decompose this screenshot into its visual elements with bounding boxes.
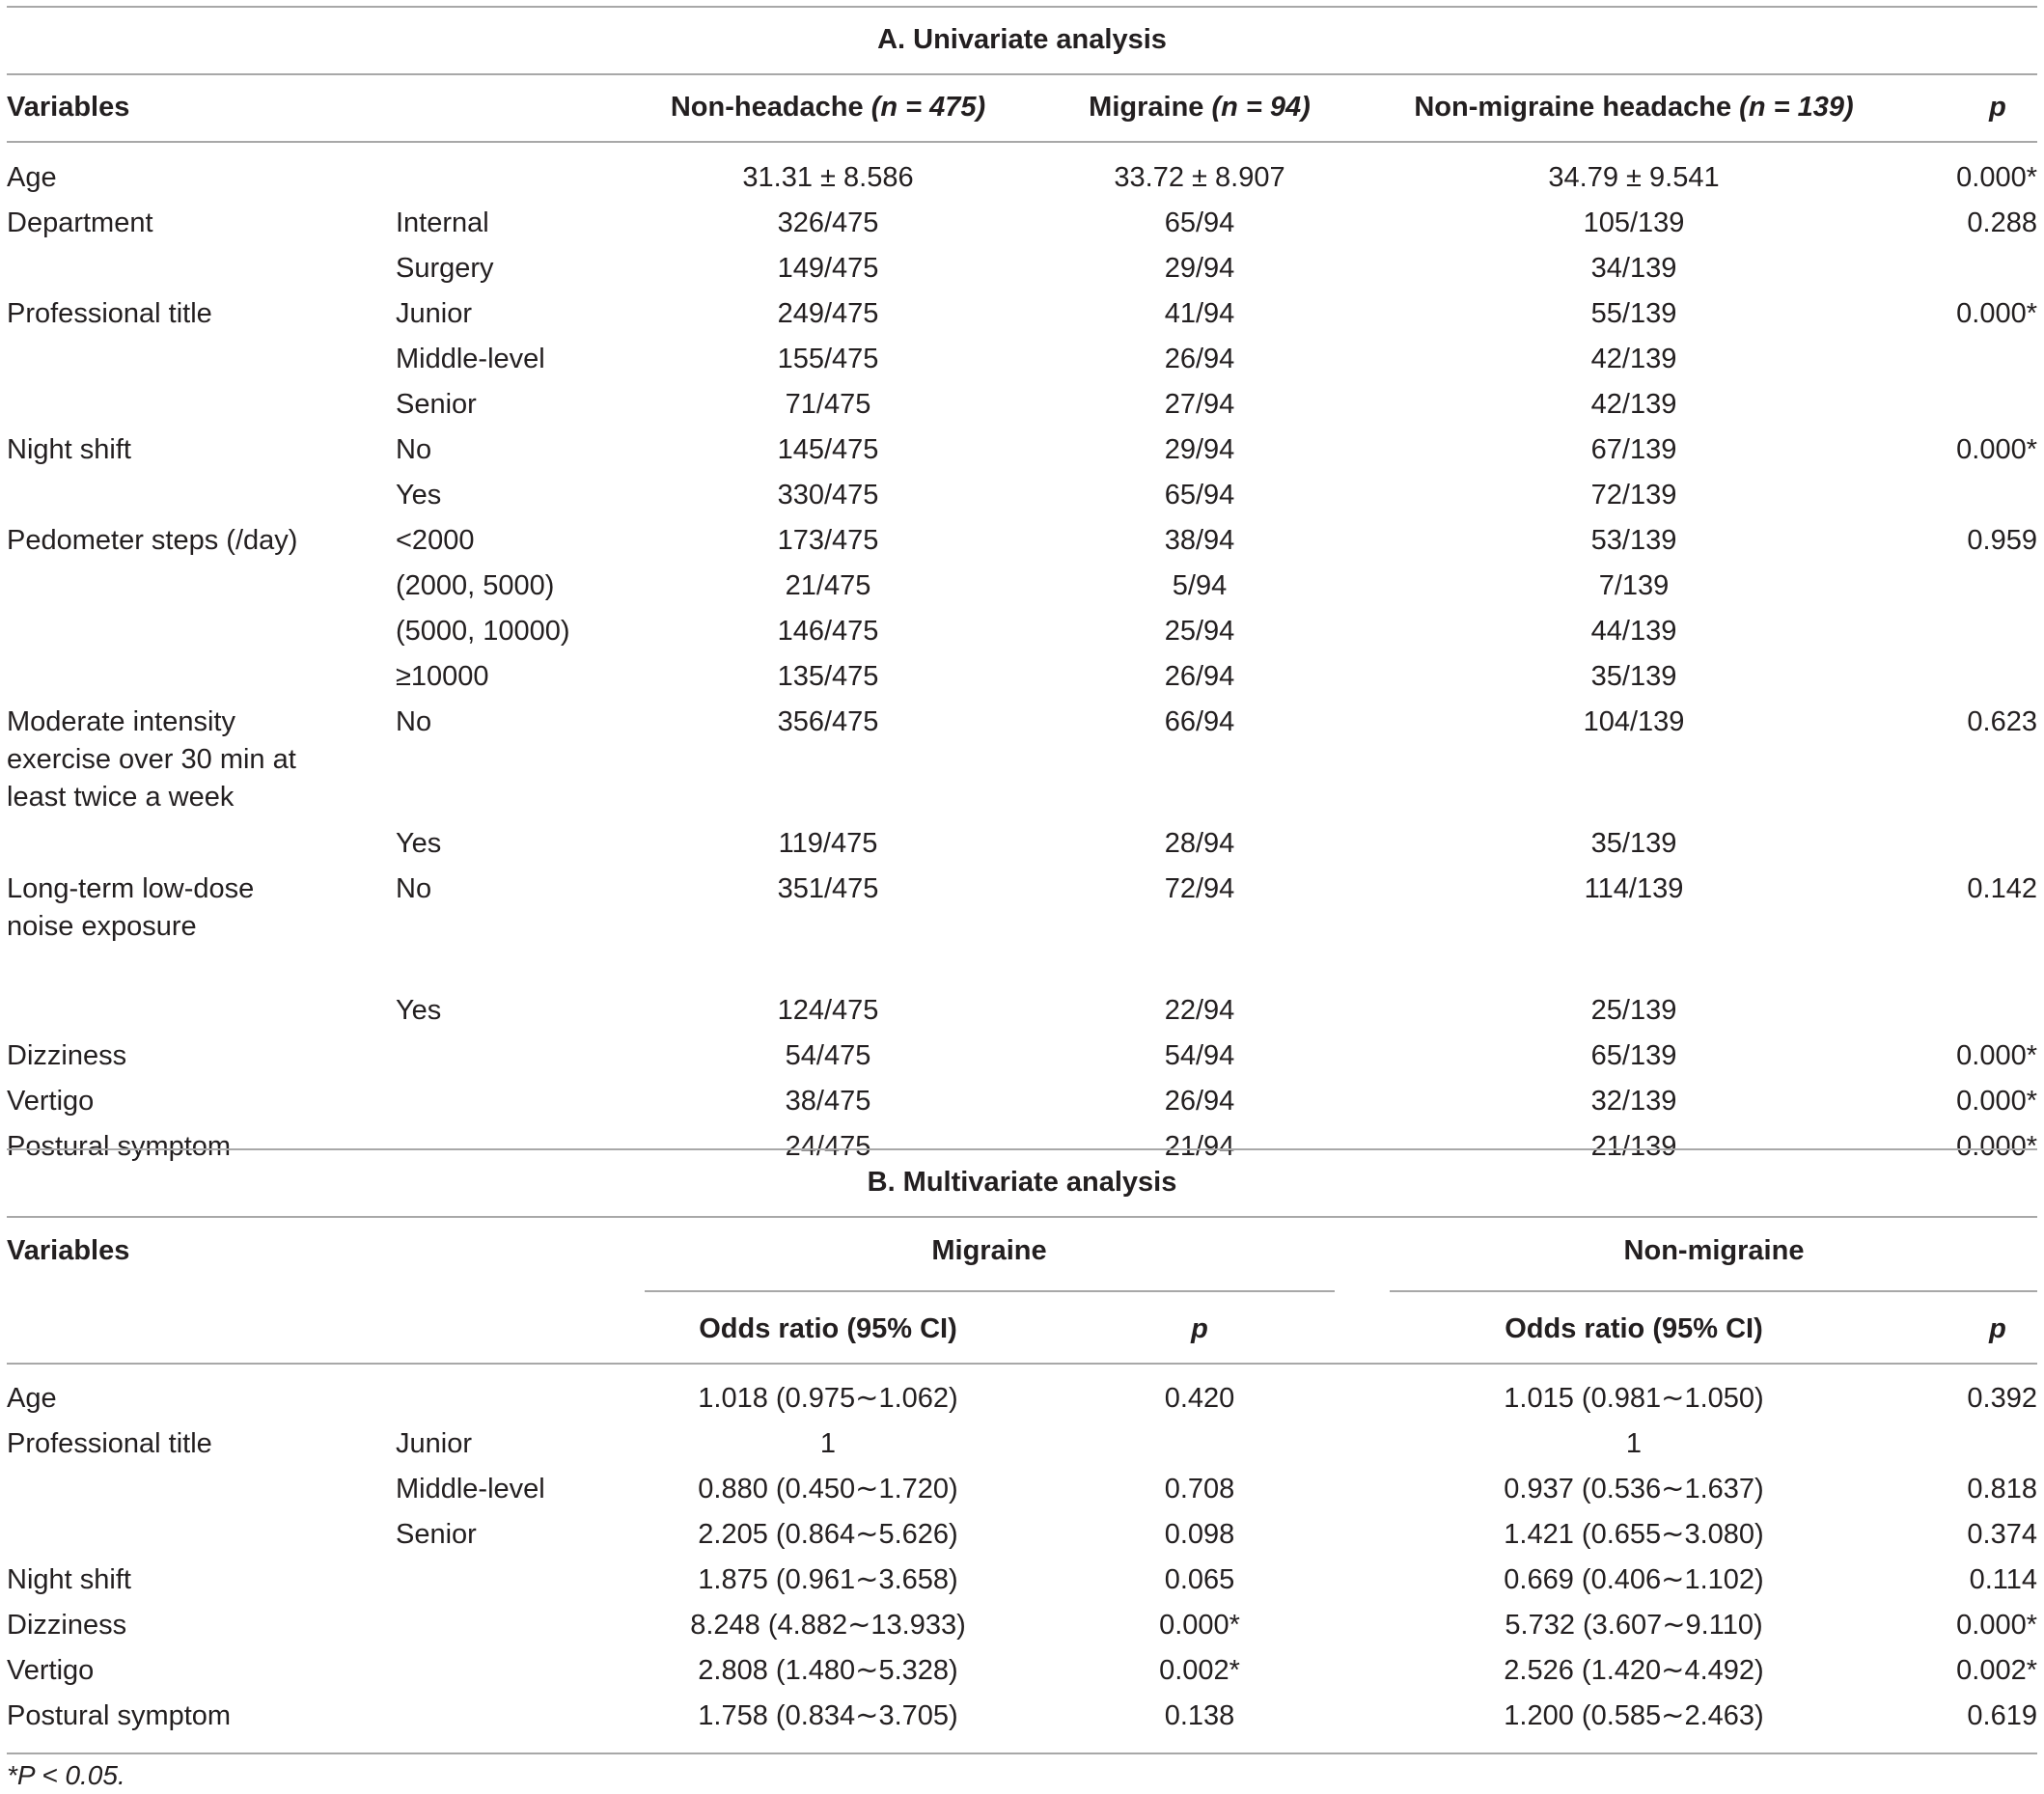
row-b-p-non-migraine: 0.818 (1967, 1474, 2037, 1504)
row-b-p-non-migraine: 0.000* (1956, 1610, 2037, 1641)
row-migraine-value: 65/94 (1164, 207, 1235, 238)
row-b-p-migraine: 0.708 (1164, 1474, 1235, 1504)
header-b-or-migraine: Odds ratio (95% CI) (699, 1313, 957, 1344)
header-variables: Variables (7, 92, 130, 123)
row-b-odds-ratio-migraine: 1.018 (0.975∼1.062) (698, 1383, 958, 1414)
row-migraine-value: 22/94 (1164, 995, 1235, 1026)
row-b-odds-ratio-non-migraine: 1.015 (0.981∼1.050) (1504, 1383, 1764, 1414)
row-b-p-non-migraine: 0.619 (1967, 1700, 2037, 1731)
row-non-headache-value: 330/475 (777, 480, 879, 511)
row-variable-label: Vertigo (7, 1086, 95, 1117)
row-p-value: 0.000* (1956, 298, 2037, 329)
row-variable-label: Professional title (7, 298, 212, 329)
row-b-odds-ratio-migraine: 0.880 (0.450∼1.720) (698, 1474, 958, 1504)
row-non-migraine-headache-value: 34.79 ± 9.541 (1548, 162, 1720, 193)
row-b-subgroup-label: Middle-level (396, 1474, 545, 1504)
row-b-odds-ratio-non-migraine: 0.669 (0.406∼1.102) (1504, 1564, 1764, 1595)
row-migraine-value: 26/94 (1164, 1086, 1235, 1117)
header-migraine-n: (n = 94) (1211, 92, 1311, 123)
row-migraine-value: 72/94 (1164, 873, 1235, 904)
row-non-migraine-headache-value: 42/139 (1590, 344, 1677, 374)
header-non-headache-label: Non-headache (670, 92, 864, 123)
row-b-odds-ratio-migraine: 2.205 (0.864∼5.626) (698, 1519, 958, 1550)
row-non-migraine-headache-value: 25/139 (1590, 995, 1677, 1026)
row-non-headache-value: 31.31 ± 8.586 (742, 162, 914, 193)
row-subgroup-label: No (396, 873, 432, 904)
row-subgroup-label: Yes (396, 995, 442, 1026)
row-b-p-migraine: 0.000* (1159, 1610, 1240, 1641)
header-non-migraine-headache-n: (n = 139) (1739, 92, 1854, 123)
row-non-migraine-headache-value: 44/139 (1590, 616, 1677, 647)
header-non-headache-n: (n = 475) (870, 92, 986, 123)
header-migraine-label: Migraine (1089, 92, 1204, 123)
row-variable-label: Dizziness (7, 1040, 127, 1071)
row-migraine-value: 38/94 (1164, 525, 1235, 556)
row-migraine-value: 41/94 (1164, 298, 1235, 329)
row-b-odds-ratio-non-migraine: 0.937 (0.536∼1.637) (1504, 1474, 1764, 1504)
row-migraine-value: 26/94 (1164, 661, 1235, 692)
row-variable-label: Age (7, 162, 57, 193)
section-b-header-rule (7, 1363, 2037, 1365)
row-non-headache-value: 356/475 (777, 706, 879, 737)
row-b-p-migraine: 0.138 (1164, 1700, 1235, 1731)
row-subgroup-label: Internal (396, 207, 489, 238)
header-p-label: p (1989, 92, 2006, 123)
row-non-headache-value: 149/475 (777, 253, 879, 284)
row-b-odds-ratio-non-migraine: 2.526 (1.420∼4.492) (1504, 1655, 1764, 1686)
row-non-headache-value: 38/475 (785, 1086, 871, 1117)
row-subgroup-label: Middle-level (396, 344, 545, 374)
non-migraine-group-rule (1390, 1290, 2037, 1292)
row-p-value: 0.000* (1956, 1040, 2037, 1071)
row-b-odds-ratio-migraine: 8.248 (4.882∼13.933) (690, 1610, 966, 1641)
row-non-headache-value: 21/475 (785, 570, 871, 601)
row-b-p-non-migraine: 0.374 (1967, 1519, 2037, 1550)
row-b-variable-label: Postural symptom (7, 1700, 232, 1731)
row-non-migraine-headache-value: 72/139 (1590, 480, 1677, 511)
row-subgroup-label: Junior (396, 298, 472, 329)
row-p-value: 0.959 (1967, 525, 2037, 556)
row-b-variable-label: Dizziness (7, 1610, 127, 1641)
row-p-value: 0.000* (1956, 1086, 2037, 1117)
row-migraine-value: 26/94 (1164, 344, 1235, 374)
section-a-title-rule (7, 73, 2037, 75)
row-non-migraine-headache-value: 55/139 (1590, 298, 1677, 329)
row-non-migraine-headache-value: 105/139 (1583, 207, 1685, 238)
row-migraine-value: 25/94 (1164, 616, 1235, 647)
row-p-value: 0.623 (1967, 706, 2037, 737)
migraine-group-rule (645, 1290, 1335, 1292)
row-non-headache-value: 54/475 (785, 1040, 871, 1071)
row-subgroup-label: No (396, 434, 432, 465)
header-migraine (1089, 89, 1311, 126)
row-non-migraine-headache-value: 34/139 (1590, 253, 1677, 284)
header-b-p-migraine-label: p (1191, 1313, 1208, 1344)
row-non-headache-value: 24/475 (785, 1131, 871, 1162)
row-b-p-non-migraine: 0.002* (1956, 1655, 2037, 1686)
header-b-variables: Variables (7, 1235, 130, 1266)
row-non-headache-value: 135/475 (777, 661, 879, 692)
row-b-subgroup-label: Junior (396, 1428, 472, 1459)
row-b-odds-ratio-non-migraine: 1.200 (0.585∼2.463) (1504, 1700, 1764, 1731)
row-p-value: 0.000* (1956, 434, 2037, 465)
section-b-top-rule (7, 1148, 2037, 1150)
row-migraine-value: 66/94 (1164, 706, 1235, 737)
row-migraine-value: 65/94 (1164, 480, 1235, 511)
row-non-migraine-headache-value: 67/139 (1590, 434, 1677, 465)
row-non-headache-value: 173/475 (777, 525, 879, 556)
header-b-p-non-migraine-label: p (1989, 1313, 2006, 1344)
row-b-odds-ratio-migraine: 2.808 (1.480∼5.328) (698, 1655, 958, 1686)
header-non-migraine-headache-label: Non-migraine headache (1414, 92, 1732, 123)
row-migraine-value: 29/94 (1164, 434, 1235, 465)
section-b-title-rule (7, 1216, 2037, 1218)
row-non-migraine-headache-value: 65/139 (1590, 1040, 1677, 1071)
row-p-value: 0.142 (1967, 873, 2037, 904)
row-migraine-value: 28/94 (1164, 828, 1235, 859)
row-non-migraine-headache-value: 35/139 (1590, 828, 1677, 859)
row-migraine-value: 54/94 (1164, 1040, 1235, 1071)
footnote: *P < 0.05. (7, 1760, 125, 1790)
header-b-migraine: Migraine (931, 1235, 1047, 1266)
row-non-migraine-headache-value: 32/139 (1590, 1086, 1677, 1117)
header-b-p-migraine (1191, 1311, 1208, 1348)
row-non-headache-value: 155/475 (777, 344, 879, 374)
top-rule (7, 6, 2037, 8)
row-p-value: 0.000* (1956, 162, 2037, 193)
row-non-headache-value: 71/475 (785, 389, 871, 420)
header-b-p-non-migraine (1989, 1311, 2006, 1348)
row-b-odds-ratio-non-migraine: 1 (1625, 1428, 1643, 1459)
row-non-migraine-headache-value: 35/139 (1590, 661, 1677, 692)
row-b-p-migraine: 0.098 (1164, 1519, 1235, 1550)
row-migraine-value: 33.72 ± 8.907 (1114, 162, 1285, 193)
row-non-headache-value: 124/475 (777, 995, 879, 1026)
row-non-migraine-headache-value: 104/139 (1583, 706, 1685, 737)
row-b-variable-label: Professional title (7, 1428, 212, 1459)
row-b-odds-ratio-non-migraine: 5.732 (3.607∼9.110) (1505, 1610, 1763, 1641)
row-variable-label: Department (7, 207, 153, 238)
row-non-headache-value: 326/475 (777, 207, 879, 238)
row-b-odds-ratio-migraine: 1 (819, 1428, 837, 1459)
row-non-headache-value: 145/475 (777, 434, 879, 465)
row-b-variable-label: Night shift (7, 1564, 131, 1595)
row-subgroup-label: Yes (396, 828, 442, 859)
row-b-subgroup-label: Senior (396, 1519, 477, 1550)
row-b-odds-ratio-non-migraine: 1.421 (0.655∼3.080) (1504, 1519, 1764, 1550)
row-variable-label: Postural symptom (7, 1131, 232, 1162)
row-b-p-migraine: 0.065 (1164, 1564, 1235, 1595)
row-non-migraine-headache-value: 114/139 (1584, 873, 1684, 904)
row-non-headache-value: 146/475 (777, 616, 879, 647)
row-subgroup-label: (5000, 10000) (396, 616, 570, 647)
row-p-value: 0.288 (1967, 207, 2037, 238)
row-subgroup-label: Senior (396, 389, 477, 420)
row-subgroup-label: ≥10000 (396, 661, 489, 692)
row-b-variable-label: Vertigo (7, 1655, 95, 1686)
row-variable-label: Night shift (7, 434, 131, 465)
header-non-migraine-headache (1414, 89, 1853, 126)
row-b-p-non-migraine: 0.392 (1967, 1383, 2037, 1414)
row-variable-label: Moderate intensity exercise over 30 min at least twice a week (7, 706, 296, 813)
row-variable-label: Pedometer steps (/day) (7, 525, 298, 556)
row-subgroup-label: <2000 (396, 525, 475, 556)
row-non-headache-value: 119/475 (778, 828, 878, 859)
header-p (1989, 89, 2006, 126)
row-non-migraine-headache-value: 53/139 (1590, 525, 1677, 556)
row-non-migraine-headache-value: 21/139 (1590, 1131, 1677, 1162)
row-variable-label: Long-term low-dose noise exposure (7, 873, 255, 942)
row-b-variable-label: Age (7, 1383, 57, 1414)
row-b-p-non-migraine: 0.114 (1969, 1564, 2037, 1595)
bottom-rule (7, 1753, 2037, 1754)
row-subgroup-label: (2000, 5000) (396, 570, 555, 601)
row-migraine-value: 5/94 (1172, 570, 1228, 601)
row-migraine-value: 21/94 (1164, 1131, 1235, 1162)
row-b-odds-ratio-migraine: 1.758 (0.834∼3.705) (698, 1700, 958, 1731)
header-non-headache (671, 89, 985, 126)
row-subgroup-label: Yes (396, 480, 442, 511)
row-b-p-migraine: 0.002* (1159, 1655, 1240, 1686)
section-a-header-rule (7, 141, 2037, 143)
row-migraine-value: 29/94 (1164, 253, 1235, 284)
header-b-or-non-migraine: Odds ratio (95% CI) (1505, 1313, 1763, 1344)
row-b-p-migraine: 0.420 (1164, 1383, 1235, 1414)
row-b-odds-ratio-migraine: 1.875 (0.961∼3.658) (698, 1564, 958, 1595)
row-non-migraine-headache-value: 42/139 (1590, 389, 1677, 420)
row-subgroup-label: No (396, 706, 432, 737)
row-migraine-value: 27/94 (1164, 389, 1235, 420)
section-b-title: B. Multivariate analysis (867, 1167, 1177, 1198)
row-non-headache-value: 249/475 (777, 298, 879, 329)
row-non-headache-value: 351/475 (777, 873, 879, 904)
section-a-title: A. Univariate analysis (877, 24, 1167, 55)
row-p-value: 0.000* (1956, 1131, 2037, 1162)
row-subgroup-label: Surgery (396, 253, 494, 284)
header-b-non-migraine: Non-migraine (1623, 1235, 1805, 1266)
row-non-migraine-headache-value: 7/139 (1598, 570, 1670, 601)
